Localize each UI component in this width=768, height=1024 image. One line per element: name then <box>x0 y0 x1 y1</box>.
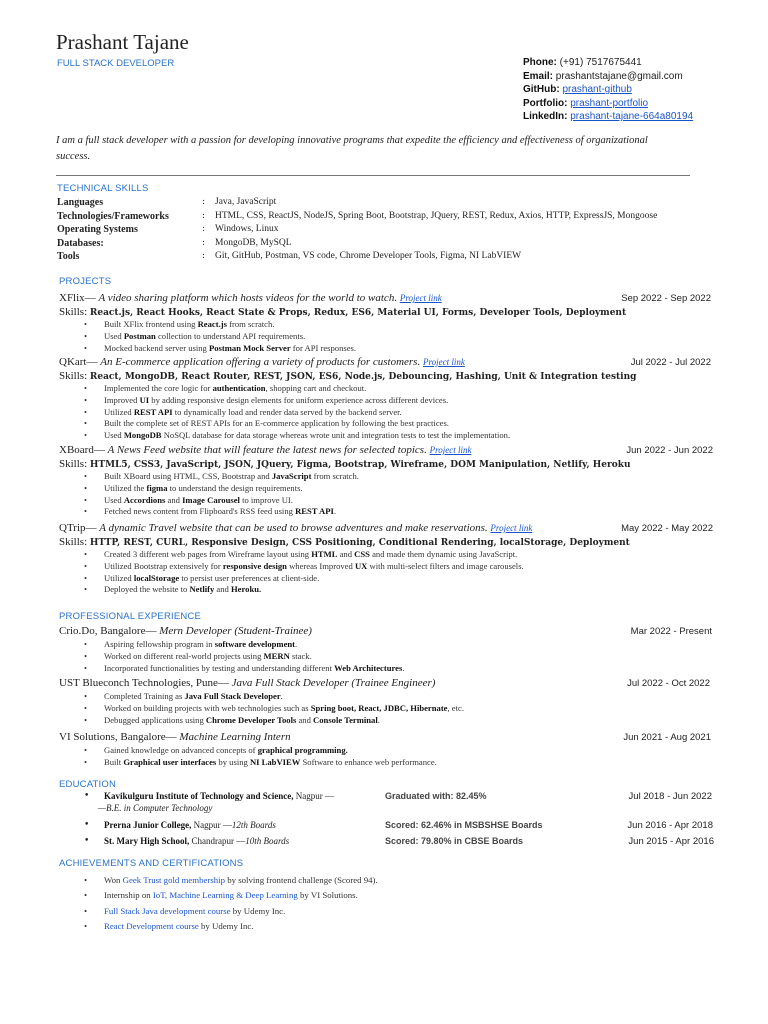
achievement-text: by Udemy Inc. <box>230 905 286 916</box>
education-place: Chandrapur — <box>189 836 246 846</box>
project-title <box>59 444 472 456</box>
linkedin-link[interactable]: prashant-tajane-664a80194 <box>570 111 694 123</box>
project-bullets <box>84 471 359 518</box>
section-achievements: ACHIEVEMENTS AND CERTIFICATIONS <box>59 858 244 869</box>
section-experience: PROFESSIONAL EXPERIENCE <box>59 611 202 622</box>
skill-label: Databases: <box>57 238 104 249</box>
experience-date: Mar 2022 - Present <box>630 626 712 637</box>
experience-title <box>59 625 312 637</box>
achievement-text: Won <box>104 875 123 885</box>
bullet-item: • Debugged applications using Chrome Developer Tools and Console Terminal. <box>84 715 464 727</box>
experience-bullets <box>84 639 404 674</box>
achievement-item <box>84 873 378 888</box>
bullet-item: • Incorporated functionalities by testing and understanding different Web Architectures. <box>84 663 404 675</box>
bullet-item: • Worked on different real-world projects using MERN stack. <box>84 651 404 663</box>
project-link[interactable]: Project link <box>429 445 472 455</box>
experience-role: Java Full Stack Developer (Trainee Engineer) <box>231 677 436 689</box>
education-bullet: • <box>84 836 90 846</box>
contact-portfolio: Portfolio: prashant-portfolio <box>523 97 649 109</box>
bullet-item: • Utilized the figma to understand the design requirements. <box>84 483 359 495</box>
education-school: Prerna Junior College, <box>104 820 192 830</box>
project-link[interactable]: Project link <box>490 523 533 533</box>
section-technical-skills: TECHNICAL SKILLS <box>57 183 149 194</box>
bullet-item: • Built the complete set of REST APIs for an E-commerce application by following the best practices. <box>84 418 510 430</box>
experience-bullets <box>84 745 437 769</box>
skill-colon: : <box>202 251 206 261</box>
bullet-item: • Gained knowledge on advanced concepts of graphical programming. <box>84 745 437 757</box>
education-degree: 10th Boards <box>245 836 290 846</box>
experience-title <box>59 677 435 689</box>
project-skills <box>59 536 630 548</box>
contact-github: GitHub: prashant-github <box>523 84 632 96</box>
education-place: Nagpur — <box>191 820 232 830</box>
education-degree: 12th Boards <box>231 820 276 830</box>
bullet-item: • Used Accordions and Image Carousel to improve UI. <box>84 495 359 507</box>
education-entry <box>104 791 334 801</box>
experience-date: Jul 2022 - Oct 2022 <box>627 678 710 689</box>
skills-label: Skills: <box>59 306 90 318</box>
project-date: May 2022 - May 2022 <box>621 523 713 534</box>
project-date: Sep 2022 - Sep 2022 <box>621 293 711 304</box>
project-skills <box>59 458 630 470</box>
achievement-item <box>84 919 378 934</box>
bullet-item: • Completed Training as Java Full Stack Developer. <box>84 691 464 703</box>
education-score: Graduated with: 82.45% <box>385 791 487 801</box>
project-name: QTrip— <box>59 522 100 534</box>
education-date: Jul 2018 - Jun 2022 <box>628 791 712 802</box>
bullet-item: • Deployed the website to Netlify and Heroku. <box>84 584 524 596</box>
education-entry <box>104 836 289 846</box>
education-entry <box>104 820 276 830</box>
skills-value: HTML5, CSS3, JavaScript, JSON, JQuery, Figma, Bootstrap, Wireframe, DOM Manipulation, Netlify, Heroku <box>89 460 631 470</box>
github-link[interactable]: prashant-github <box>562 84 632 96</box>
section-education: EDUCATION <box>59 779 117 790</box>
bullet-item: • Fetched news content from Flipboard's RSS feed using REST API. <box>84 506 359 518</box>
skills-label: Skills: <box>59 370 90 382</box>
contact-linkedin: LinkedIn: prashant-tajane-664a80194 <box>523 111 694 123</box>
bullet-item: • Mocked backend server using Postman Mock Server for API responses. <box>84 343 356 355</box>
education-date: Jun 2016 - Apr 2018 <box>627 820 713 831</box>
bullet-item: • Aspiring fellowship program in software development. <box>84 639 404 651</box>
project-title <box>59 292 442 304</box>
bullet-item: • Improved UI by adding responsive design elements for uniform experience across different devices. <box>84 395 510 407</box>
achievement-text: by VI Solutions. <box>297 890 358 901</box>
bullet-item: • Built XBoard using HTML, CSS, Bootstrap and JavaScript from scratch. <box>84 471 359 483</box>
bullet-item: • Utilized localStorage to persist user preferences at client-side. <box>84 573 524 585</box>
project-skills <box>59 370 636 382</box>
skills-value: React, MongoDB, React Router, REST, JSON, ES6, Node.js, Debouncing, Hashing, Unit & Integration testing <box>89 372 637 382</box>
project-name: XBoard— <box>59 444 108 456</box>
project-description: An E-commerce application offering a variety of products for customers. <box>100 356 423 368</box>
education-bullet: • <box>84 820 90 830</box>
achievements-list <box>84 873 378 935</box>
job-role: FULL STACK DEVELOPER <box>57 58 175 69</box>
project-link[interactable]: Project link <box>422 357 465 367</box>
project-bullets <box>84 319 356 354</box>
candidate-name: Prashant Tajane <box>56 30 189 54</box>
achievement-link[interactable]: Full Stack Java development course <box>104 905 231 916</box>
achievement-text: Internship on <box>104 890 153 901</box>
project-skills <box>59 306 626 318</box>
skills-label: Skills: <box>59 536 90 548</box>
achievement-item <box>84 888 378 903</box>
achievement-link[interactable]: Geek Trust gold membership <box>122 875 225 885</box>
skills-value: HTTP, REST, CURL, Responsive Design, CSS Positioning, Conditional Rendering, localStorage, Deployment <box>89 538 630 548</box>
project-link[interactable]: Project link <box>399 293 442 303</box>
project-date: Jun 2022 - Jun 2022 <box>626 445 713 456</box>
skill-value: Git, GitHub, Postman, VS code, Chrome Developer Tools, Figma, NI LabVIEW <box>215 251 522 261</box>
skill-value: HTML, CSS, ReactJS, NodeJS, Spring Boot, Bootstrap, JQuery, REST, Redux, Axios, HTTP, ExpressJS, Mongoose <box>215 211 658 221</box>
education-degree: —B.E. in Computer Technology <box>98 803 213 813</box>
education-school: Kavikulguru Institute of Technology and Science, <box>104 791 294 801</box>
experience-date: Jun 2021 - Aug 2021 <box>623 732 711 743</box>
bullet-item: • Utilized REST API to dynamically load and render data served by the backend server. <box>84 407 510 419</box>
experience-bullets <box>84 691 464 726</box>
education-school: St. Mary High School, <box>104 836 190 846</box>
achievement-text: by Udemy Inc. <box>198 921 254 932</box>
skill-value: MongoDB, MySQL <box>215 238 292 248</box>
experience-org: UST Blueconch Technologies, Pune— <box>59 677 232 689</box>
project-description: A video sharing platform which hosts videos for the world to watch. <box>98 292 400 304</box>
skill-colon: : <box>202 238 206 248</box>
section-projects: PROJECTS <box>59 276 112 287</box>
portfolio-link[interactable]: prashant-portfolio <box>570 97 649 109</box>
education-place: Nagpur — <box>293 791 335 801</box>
project-description: A News Feed website that will feature the latest news for selected topics. <box>107 444 430 456</box>
project-title <box>59 522 532 534</box>
education-bullet: • <box>84 791 90 801</box>
skill-value: Windows, Linux <box>215 224 279 234</box>
project-bullets <box>84 549 524 596</box>
experience-role: Machine Learning Intern <box>179 731 291 743</box>
bullet-item: • Built XFlix frontend using React.js from scratch. <box>84 319 356 331</box>
bullet-item: • Worked on building projects with web technologies such as Spring boot, React, JDBC, Hibernate, etc. <box>84 703 464 715</box>
achievement-item <box>84 904 378 919</box>
achievement-link[interactable]: React Development course <box>104 921 199 932</box>
contact-email: Email: prashantstajane@gmail.com <box>523 70 683 82</box>
education-score: Scored: 79.80% in CBSE Boards <box>385 836 524 846</box>
skill-value: Java, JavaScript <box>215 197 277 207</box>
contact-block <box>523 56 693 124</box>
experience-title <box>59 731 291 743</box>
skill-label: Languages <box>57 197 104 208</box>
achievement-link[interactable]: IoT, Machine Learning & Deep Learning <box>152 890 298 901</box>
achievement-text: by solving frontend challenge (Scored 94). <box>225 875 378 885</box>
contact-phone: Phone: (+91) 7517675441 <box>523 57 642 68</box>
bullet-item: • Implemented the core logic for authentication, shopping cart and checkout. <box>84 383 510 395</box>
project-name: XFlix— <box>59 292 99 304</box>
skill-colon: : <box>202 197 206 207</box>
education-score: Scored: 62.46% in MSBSHSE Boards <box>385 820 543 830</box>
skill-label: Technologies/Frameworks <box>57 211 169 222</box>
skill-colon: : <box>202 224 206 234</box>
bullet-item: • Used Postman collection to understand API requirements. <box>84 331 356 343</box>
experience-role: Mern Developer (Student-Trainee) <box>159 625 312 637</box>
experience-org: VI Solutions, Bangalore— <box>59 731 180 743</box>
skills-value: React.js, React Hooks, React State & Props, Redux, ES6, Material UI, Forms, Developer Tools, Deployment <box>89 308 627 318</box>
summary-text: I am a full stack developer with a passion for developing innovative programs that expedite the efficiency and effectiveness of organizational success. <box>56 135 648 162</box>
project-date: Jul 2022 - Jul 2022 <box>630 357 711 368</box>
education-date: Jun 2015 - Apr 2016 <box>628 836 714 847</box>
bullet-item: • Built Graphical user interfaces by using NI LabVIEW Software to enhance web performance. <box>84 757 437 769</box>
skill-colon: : <box>202 211 206 221</box>
experience-org: Crio.Do, Bangalore— <box>59 625 160 637</box>
bullet-item: • Used MongoDB NoSQL database for data storage whereas wrote unit and integration tests to test the implementation. <box>84 430 510 442</box>
bullet-item: • Created 3 different web pages from Wireframe layout using HTML and CSS and made them dynamic using JavaScript. <box>84 549 524 561</box>
bullet-item: • Utilized Bootstrap extensively for responsive design whereas Improved UX with multi-select filters and image carousels. <box>84 561 524 573</box>
project-bullets <box>84 383 510 442</box>
project-title <box>59 356 465 368</box>
project-name: QKart— <box>59 356 101 368</box>
skill-label: Tools <box>57 251 80 262</box>
skill-label: Operating Systems <box>57 224 138 235</box>
header-divider <box>56 175 690 176</box>
project-description: A dynamic Travel website that can be used to browse adventures and make reservations. <box>99 522 491 534</box>
skills-label: Skills: <box>59 458 90 470</box>
